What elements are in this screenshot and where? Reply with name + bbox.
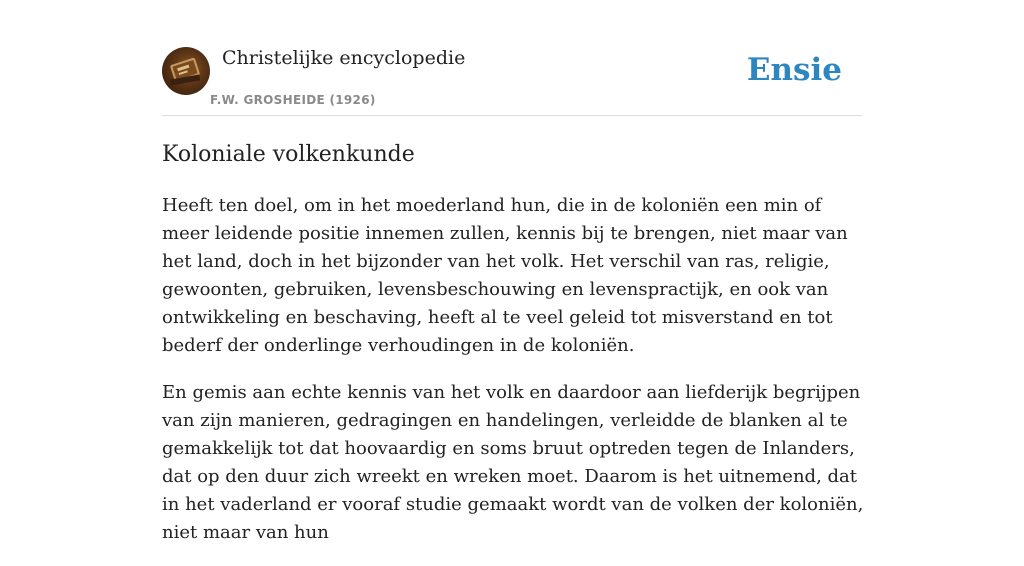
source-header [162, 46, 862, 116]
book-cover-icon[interactable] [162, 47, 210, 95]
article-paragraph: Heeft ten doel, om in het moederland hun, die in de koloniën een min of meer leidende positie innemen zullen, kennis bij te brengen, niet maar van het land, doch in het bijzonder van het volk. Het verschil van ras, religie, gewoonten, gebruiken, levensbeschouwing en levenspractijk, en ook van ontwikkeling en beschaving, heeft al te veel geleid tot misverstand en tot bederf der onderlinge verhoudingen in de koloniën. [162, 195, 848, 356]
article-paragraph: En gemis aan echte kennis van het volk en daardoor aan liefderijk begrijpen van zijn manieren, gedragingen en handelingen, verleidde de blanken al te gemakkelijk tot dat hoovaardig en soms bruut optreden tegen de Inlanders, dat op den duur zich wreekt en wreken moet. Daarom is het uitnemend, dat in het vaderland er vooraf studie gemaakt wordt van de volken der koloniën, niet maar van hun [162, 382, 864, 543]
brand-logo[interactable]: Ensie [746, 52, 842, 88]
source-title[interactable]: Christelijke encyclopedie [222, 47, 466, 69]
article-title: Koloniale volkenkunde [162, 142, 415, 167]
source-author: F.W. GROSHEIDE (1926) [210, 93, 376, 107]
article-body [162, 192, 864, 566]
